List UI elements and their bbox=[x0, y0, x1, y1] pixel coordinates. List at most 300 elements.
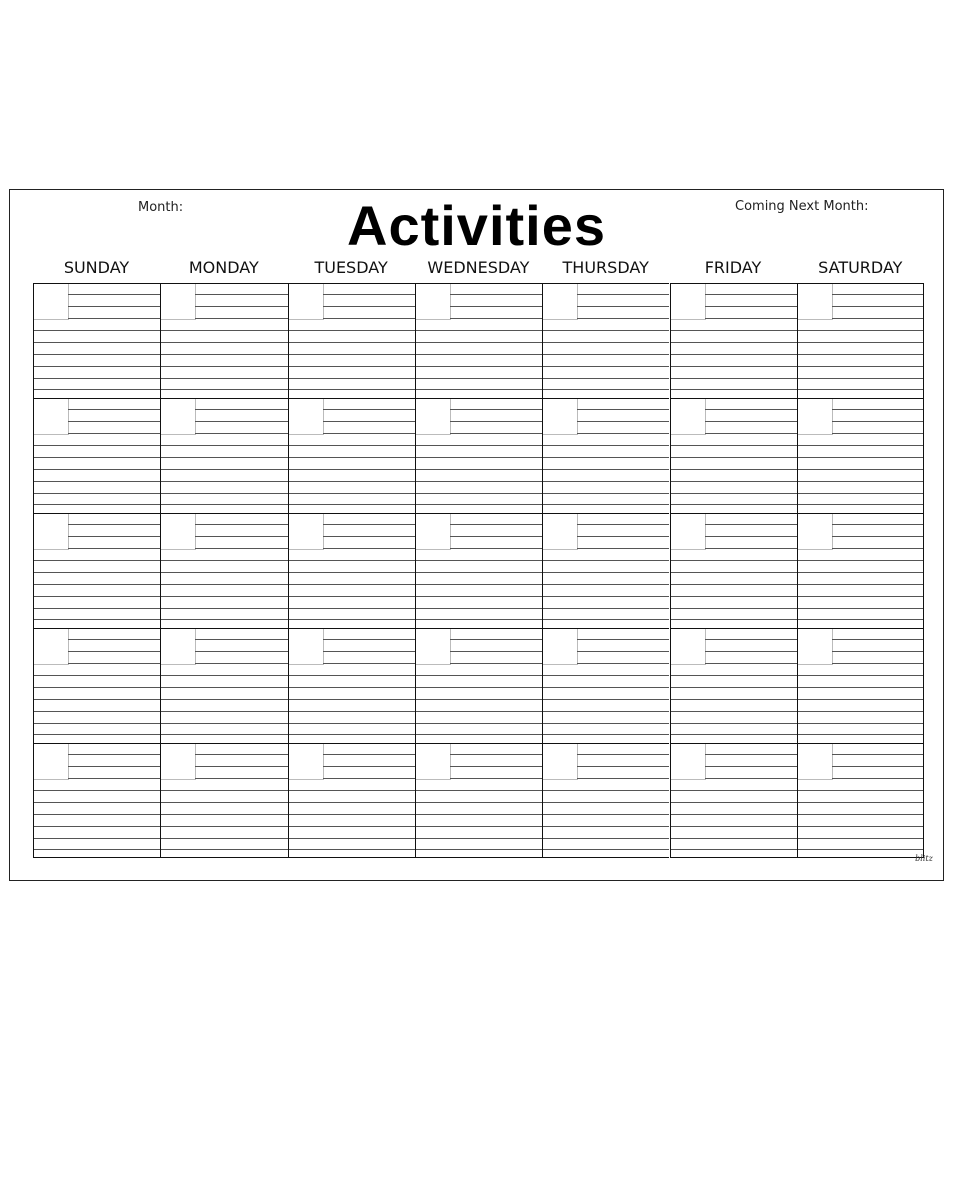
writing-line bbox=[798, 687, 923, 688]
coming-next-month-label: Coming Next Month: bbox=[735, 199, 869, 214]
writing-line bbox=[68, 639, 160, 640]
writing-line bbox=[195, 754, 287, 755]
writing-line bbox=[450, 548, 542, 549]
writing-line bbox=[543, 802, 669, 803]
writing-line bbox=[798, 849, 923, 850]
writing-line bbox=[671, 826, 797, 827]
writing-line bbox=[34, 354, 160, 355]
day-cell[interactable] bbox=[670, 513, 797, 628]
writing-line bbox=[195, 409, 287, 410]
weekday-thursday: THURSDAY bbox=[562, 258, 649, 277]
day-cell[interactable] bbox=[33, 743, 160, 858]
writing-line bbox=[289, 596, 415, 597]
writing-line bbox=[577, 294, 669, 295]
writing-line bbox=[289, 445, 415, 446]
writing-line bbox=[68, 318, 160, 319]
writing-line bbox=[161, 802, 287, 803]
writing-line bbox=[543, 838, 669, 839]
writing-line bbox=[798, 619, 923, 620]
writing-line bbox=[34, 734, 160, 735]
day-cell[interactable] bbox=[33, 513, 160, 628]
date-box[interactable] bbox=[416, 399, 451, 435]
writing-line bbox=[705, 639, 797, 640]
writing-line bbox=[671, 584, 797, 585]
writing-line bbox=[671, 723, 797, 724]
writing-line bbox=[543, 366, 669, 367]
writing-line bbox=[416, 838, 542, 839]
day-cell[interactable] bbox=[415, 283, 542, 398]
writing-line bbox=[323, 548, 415, 549]
weekday-header-row bbox=[33, 258, 924, 282]
writing-line bbox=[450, 639, 542, 640]
writing-line bbox=[543, 330, 669, 331]
writing-line bbox=[289, 560, 415, 561]
writing-line bbox=[798, 389, 923, 390]
writing-line bbox=[798, 493, 923, 494]
date-box[interactable] bbox=[543, 744, 578, 780]
writing-line bbox=[161, 457, 287, 458]
writing-line bbox=[323, 409, 415, 410]
date-box[interactable] bbox=[671, 514, 706, 550]
writing-line bbox=[323, 294, 415, 295]
writing-line bbox=[671, 389, 797, 390]
writing-line bbox=[543, 711, 669, 712]
writing-line bbox=[416, 802, 542, 803]
writing-line bbox=[832, 766, 923, 767]
writing-line bbox=[577, 318, 669, 319]
writing-line bbox=[34, 838, 160, 839]
writing-line bbox=[416, 584, 542, 585]
writing-line bbox=[161, 790, 287, 791]
writing-line bbox=[68, 421, 160, 422]
writing-line bbox=[416, 493, 542, 494]
writing-line bbox=[798, 457, 923, 458]
writing-line bbox=[195, 651, 287, 652]
writing-line bbox=[798, 814, 923, 815]
day-cell[interactable] bbox=[670, 398, 797, 513]
writing-line bbox=[323, 421, 415, 422]
writing-line bbox=[195, 766, 287, 767]
writing-line bbox=[161, 711, 287, 712]
writing-line bbox=[671, 366, 797, 367]
day-cell[interactable] bbox=[160, 398, 287, 513]
writing-line bbox=[798, 330, 923, 331]
writing-line bbox=[450, 409, 542, 410]
writing-line bbox=[289, 711, 415, 712]
writing-line bbox=[416, 723, 542, 724]
writing-line bbox=[798, 469, 923, 470]
writing-line bbox=[34, 469, 160, 470]
writing-line bbox=[798, 481, 923, 482]
date-box[interactable] bbox=[161, 399, 196, 435]
writing-line bbox=[416, 366, 542, 367]
date-box[interactable] bbox=[416, 629, 451, 665]
day-cell[interactable] bbox=[797, 398, 924, 513]
writing-line bbox=[195, 663, 287, 664]
writing-line bbox=[798, 608, 923, 609]
day-cell[interactable] bbox=[797, 513, 924, 628]
writing-line bbox=[195, 306, 287, 307]
writing-line bbox=[671, 330, 797, 331]
writing-line bbox=[68, 778, 160, 779]
day-cell[interactable] bbox=[670, 743, 797, 858]
writing-line bbox=[577, 778, 669, 779]
writing-line bbox=[543, 619, 669, 620]
writing-line bbox=[161, 608, 287, 609]
date-box[interactable] bbox=[34, 399, 69, 435]
writing-line bbox=[450, 421, 542, 422]
writing-line bbox=[832, 318, 923, 319]
writing-line bbox=[289, 699, 415, 700]
day-cell[interactable] bbox=[415, 398, 542, 513]
writing-line bbox=[543, 560, 669, 561]
day-cell[interactable] bbox=[288, 628, 415, 743]
writing-line bbox=[161, 838, 287, 839]
writing-line bbox=[798, 734, 923, 735]
writing-line bbox=[416, 619, 542, 620]
writing-line bbox=[161, 560, 287, 561]
writing-line bbox=[705, 294, 797, 295]
writing-line bbox=[323, 536, 415, 537]
day-cell[interactable] bbox=[797, 283, 924, 398]
day-cell[interactable] bbox=[415, 743, 542, 858]
date-box[interactable] bbox=[289, 514, 324, 550]
date-box[interactable] bbox=[34, 514, 69, 550]
writing-line bbox=[705, 409, 797, 410]
writing-line bbox=[543, 699, 669, 700]
day-cell[interactable] bbox=[542, 628, 669, 743]
date-box[interactable] bbox=[543, 284, 578, 320]
writing-line bbox=[34, 619, 160, 620]
date-box[interactable] bbox=[161, 514, 196, 550]
date-box[interactable] bbox=[289, 284, 324, 320]
writing-line bbox=[34, 366, 160, 367]
writing-line bbox=[416, 699, 542, 700]
writing-line bbox=[671, 378, 797, 379]
writing-line bbox=[34, 814, 160, 815]
writing-line bbox=[798, 560, 923, 561]
writing-line bbox=[289, 790, 415, 791]
writing-line bbox=[416, 790, 542, 791]
writing-line bbox=[416, 389, 542, 390]
writing-line bbox=[798, 342, 923, 343]
writing-line bbox=[798, 445, 923, 446]
writing-line bbox=[34, 493, 160, 494]
weekday-saturday: SATURDAY bbox=[818, 258, 903, 277]
weekday-tuesday: TUESDAY bbox=[314, 258, 388, 277]
writing-line bbox=[68, 409, 160, 410]
writing-line bbox=[34, 699, 160, 700]
writing-line bbox=[832, 294, 923, 295]
day-cell[interactable] bbox=[160, 283, 287, 398]
writing-line bbox=[34, 330, 160, 331]
writing-line bbox=[832, 409, 923, 410]
brand-logo bbox=[913, 854, 935, 874]
day-cell[interactable] bbox=[288, 283, 415, 398]
date-box[interactable] bbox=[416, 514, 451, 550]
day-cell[interactable] bbox=[542, 743, 669, 858]
writing-line bbox=[161, 723, 287, 724]
writing-line bbox=[289, 723, 415, 724]
writing-line bbox=[450, 524, 542, 525]
writing-line bbox=[68, 524, 160, 525]
writing-line bbox=[671, 457, 797, 458]
writing-line bbox=[705, 766, 797, 767]
writing-line bbox=[543, 734, 669, 735]
writing-line bbox=[671, 596, 797, 597]
day-cell[interactable] bbox=[160, 628, 287, 743]
writing-line bbox=[289, 849, 415, 850]
writing-line bbox=[577, 409, 669, 410]
writing-line bbox=[289, 687, 415, 688]
writing-line bbox=[34, 675, 160, 676]
writing-line bbox=[289, 734, 415, 735]
date-box[interactable] bbox=[161, 744, 196, 780]
writing-line bbox=[195, 524, 287, 525]
writing-line bbox=[161, 814, 287, 815]
writing-line bbox=[289, 378, 415, 379]
writing-line bbox=[798, 723, 923, 724]
writing-line bbox=[416, 330, 542, 331]
writing-line bbox=[577, 651, 669, 652]
writing-line bbox=[195, 778, 287, 779]
day-cell[interactable] bbox=[797, 743, 924, 858]
day-cell[interactable] bbox=[542, 398, 669, 513]
writing-line bbox=[34, 572, 160, 573]
writing-line bbox=[671, 699, 797, 700]
writing-line bbox=[832, 433, 923, 434]
writing-line bbox=[34, 711, 160, 712]
writing-line bbox=[195, 433, 287, 434]
date-box[interactable] bbox=[798, 514, 833, 550]
writing-line bbox=[161, 469, 287, 470]
date-box[interactable] bbox=[798, 744, 833, 780]
date-box[interactable] bbox=[161, 284, 196, 320]
writing-line bbox=[289, 366, 415, 367]
weekday-monday: MONDAY bbox=[188, 258, 259, 277]
day-cell[interactable] bbox=[415, 513, 542, 628]
writing-line bbox=[543, 572, 669, 573]
date-box[interactable] bbox=[671, 744, 706, 780]
day-cell[interactable] bbox=[160, 513, 287, 628]
writing-line bbox=[161, 849, 287, 850]
date-box[interactable] bbox=[34, 744, 69, 780]
page-title: Activities bbox=[347, 194, 606, 257]
writing-line bbox=[161, 584, 287, 585]
day-cell[interactable] bbox=[797, 628, 924, 743]
writing-line bbox=[34, 342, 160, 343]
writing-line bbox=[34, 802, 160, 803]
date-box[interactable] bbox=[671, 284, 706, 320]
date-box[interactable] bbox=[798, 399, 833, 435]
date-box[interactable] bbox=[671, 399, 706, 435]
date-box[interactable] bbox=[798, 629, 833, 665]
writing-line bbox=[161, 378, 287, 379]
writing-line bbox=[543, 493, 669, 494]
day-cell[interactable] bbox=[670, 628, 797, 743]
writing-line bbox=[34, 826, 160, 827]
writing-line bbox=[671, 734, 797, 735]
date-box[interactable] bbox=[416, 284, 451, 320]
date-box[interactable] bbox=[289, 629, 324, 665]
writing-line bbox=[161, 389, 287, 390]
day-cell[interactable] bbox=[415, 628, 542, 743]
writing-line bbox=[543, 596, 669, 597]
day-cell[interactable] bbox=[33, 398, 160, 513]
writing-line bbox=[161, 675, 287, 676]
writing-line bbox=[450, 306, 542, 307]
writing-line bbox=[832, 524, 923, 525]
writing-line bbox=[68, 766, 160, 767]
day-cell[interactable] bbox=[288, 513, 415, 628]
writing-line bbox=[161, 619, 287, 620]
writing-line bbox=[832, 548, 923, 549]
writing-line bbox=[323, 639, 415, 640]
writing-line bbox=[161, 342, 287, 343]
calendar-grid bbox=[33, 283, 924, 859]
writing-line bbox=[416, 342, 542, 343]
writing-line bbox=[161, 826, 287, 827]
day-cell[interactable] bbox=[542, 283, 669, 398]
writing-line bbox=[577, 639, 669, 640]
writing-line bbox=[68, 433, 160, 434]
writing-line bbox=[161, 445, 287, 446]
writing-line bbox=[450, 766, 542, 767]
date-box[interactable] bbox=[161, 629, 196, 665]
writing-line bbox=[798, 596, 923, 597]
writing-line bbox=[577, 524, 669, 525]
day-cell[interactable] bbox=[542, 513, 669, 628]
writing-line bbox=[543, 675, 669, 676]
writing-line bbox=[289, 584, 415, 585]
date-box[interactable] bbox=[289, 744, 324, 780]
writing-line bbox=[543, 354, 669, 355]
writing-line bbox=[543, 849, 669, 850]
writing-line bbox=[671, 504, 797, 505]
writing-line bbox=[289, 572, 415, 573]
writing-line bbox=[450, 433, 542, 434]
date-box[interactable] bbox=[34, 284, 69, 320]
writing-line bbox=[34, 584, 160, 585]
writing-line bbox=[450, 318, 542, 319]
writing-line bbox=[671, 493, 797, 494]
writing-line bbox=[798, 584, 923, 585]
writing-line bbox=[161, 330, 287, 331]
writing-line bbox=[323, 306, 415, 307]
writing-line bbox=[832, 306, 923, 307]
writing-line bbox=[577, 548, 669, 549]
writing-line bbox=[161, 596, 287, 597]
writing-line bbox=[195, 536, 287, 537]
writing-line bbox=[671, 560, 797, 561]
writing-line bbox=[416, 445, 542, 446]
day-cell[interactable] bbox=[33, 628, 160, 743]
writing-line bbox=[416, 572, 542, 573]
writing-line bbox=[671, 481, 797, 482]
writing-line bbox=[798, 790, 923, 791]
writing-line bbox=[798, 675, 923, 676]
day-cell[interactable] bbox=[33, 283, 160, 398]
day-cell[interactable] bbox=[288, 398, 415, 513]
writing-line bbox=[68, 663, 160, 664]
date-box[interactable] bbox=[289, 399, 324, 435]
writing-line bbox=[68, 306, 160, 307]
writing-line bbox=[705, 663, 797, 664]
writing-line bbox=[416, 734, 542, 735]
writing-line bbox=[543, 608, 669, 609]
writing-line bbox=[671, 469, 797, 470]
writing-line bbox=[705, 778, 797, 779]
day-cell[interactable] bbox=[670, 283, 797, 398]
writing-line bbox=[34, 445, 160, 446]
writing-line bbox=[543, 687, 669, 688]
writing-line bbox=[543, 723, 669, 724]
writing-line bbox=[289, 838, 415, 839]
writing-line bbox=[577, 754, 669, 755]
writing-line bbox=[289, 619, 415, 620]
writing-line bbox=[671, 445, 797, 446]
writing-line bbox=[705, 306, 797, 307]
writing-line bbox=[34, 378, 160, 379]
writing-line bbox=[323, 663, 415, 664]
writing-line bbox=[323, 651, 415, 652]
writing-line bbox=[832, 754, 923, 755]
writing-line bbox=[543, 504, 669, 505]
writing-line bbox=[323, 766, 415, 767]
date-box[interactable] bbox=[543, 629, 578, 665]
date-box[interactable] bbox=[798, 284, 833, 320]
writing-line bbox=[323, 754, 415, 755]
date-box[interactable] bbox=[543, 399, 578, 435]
writing-line bbox=[577, 766, 669, 767]
writing-line bbox=[34, 596, 160, 597]
day-cell[interactable] bbox=[160, 743, 287, 858]
date-box[interactable] bbox=[543, 514, 578, 550]
date-box[interactable] bbox=[416, 744, 451, 780]
date-box[interactable] bbox=[34, 629, 69, 665]
activities-calendar-sheet bbox=[9, 189, 944, 881]
writing-line bbox=[68, 548, 160, 549]
writing-line bbox=[798, 366, 923, 367]
writing-line bbox=[798, 354, 923, 355]
writing-line bbox=[543, 378, 669, 379]
writing-line bbox=[323, 433, 415, 434]
writing-line bbox=[832, 778, 923, 779]
writing-line bbox=[195, 421, 287, 422]
writing-line bbox=[798, 826, 923, 827]
writing-line bbox=[416, 711, 542, 712]
writing-line bbox=[543, 342, 669, 343]
writing-line bbox=[416, 504, 542, 505]
writing-line bbox=[577, 536, 669, 537]
date-box[interactable] bbox=[671, 629, 706, 665]
writing-line bbox=[671, 342, 797, 343]
day-cell[interactable] bbox=[288, 743, 415, 858]
writing-line bbox=[161, 734, 287, 735]
writing-line bbox=[34, 389, 160, 390]
writing-line bbox=[289, 675, 415, 676]
weekday-friday: FRIDAY bbox=[704, 258, 762, 277]
writing-line bbox=[289, 493, 415, 494]
writing-line bbox=[832, 421, 923, 422]
writing-line bbox=[323, 778, 415, 779]
writing-line bbox=[450, 536, 542, 537]
writing-line bbox=[798, 699, 923, 700]
writing-line bbox=[543, 457, 669, 458]
writing-line bbox=[323, 524, 415, 525]
writing-line bbox=[705, 524, 797, 525]
writing-line bbox=[289, 469, 415, 470]
